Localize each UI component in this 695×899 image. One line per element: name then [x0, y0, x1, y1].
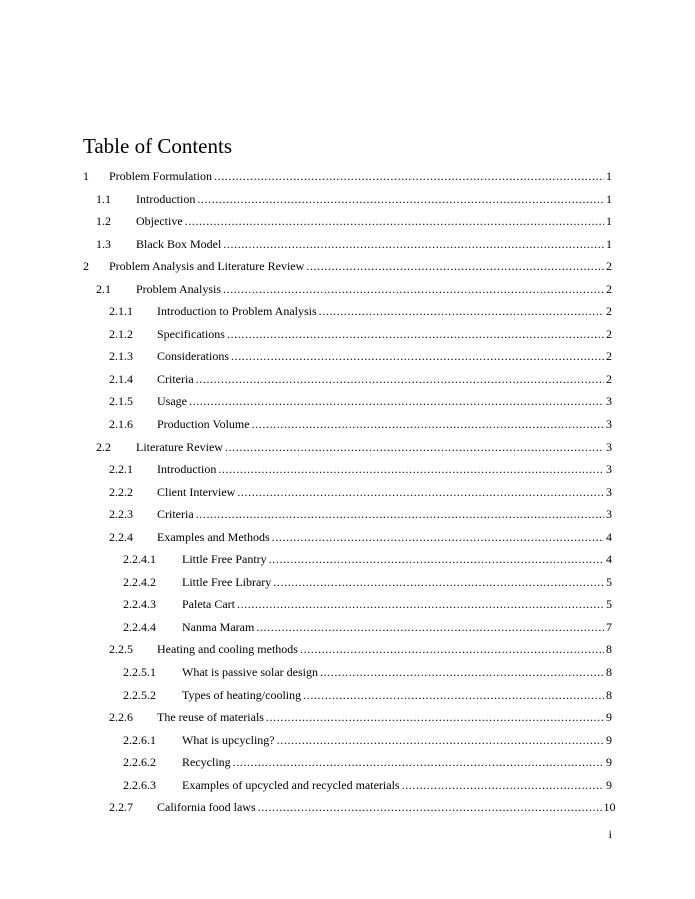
toc-entry — [0, 458, 695, 481]
toc-entry-link[interactable] — [182, 751, 612, 774]
toc-entry-link[interactable] — [157, 368, 612, 391]
toc-entry-link[interactable] — [182, 616, 612, 639]
toc-dot-leader — [320, 661, 604, 684]
toc-entry-link[interactable] — [136, 233, 612, 256]
toc-entry-number: 2.1.2 — [109, 326, 133, 341]
toc-dot-leader — [218, 458, 604, 481]
toc-entry-page: 9 — [606, 732, 612, 747]
toc-entry-link[interactable] — [136, 210, 612, 233]
toc-entry-page: 2 — [606, 326, 612, 341]
toc-entry-page: 1 — [606, 214, 612, 229]
toc-entry — [0, 503, 695, 526]
toc-entry-link[interactable] — [136, 278, 612, 301]
toc-entry-label: Nanma Maram — [182, 619, 255, 634]
toc-dot-leader — [272, 526, 604, 549]
toc-entry-number: 2.2 — [96, 439, 111, 454]
toc-dot-leader — [319, 300, 604, 323]
toc-dot-leader — [231, 345, 604, 368]
toc-entry-number: 2.1.5 — [109, 394, 133, 409]
toc-dot-leader — [214, 165, 604, 188]
toc-entry-label: Specifications — [157, 326, 225, 341]
toc-entry — [0, 684, 695, 707]
toc-entry-label: Examples and Methods — [157, 529, 270, 544]
toc-entry-page: 1 — [606, 236, 612, 251]
toc-list — [0, 165, 695, 819]
toc-entry — [0, 706, 695, 729]
toc-entry — [0, 278, 695, 301]
toc-entry-link[interactable] — [157, 503, 612, 526]
toc-entry-label: What is upcycling? — [182, 732, 275, 747]
toc-entry — [0, 593, 695, 616]
toc-entry — [0, 165, 695, 188]
toc-entry — [0, 526, 695, 549]
toc-entry-page: 4 — [606, 529, 612, 544]
toc-dot-leader — [225, 436, 604, 459]
toc-entry-number: 2.2.5 — [109, 642, 133, 657]
toc-dot-leader — [269, 548, 604, 571]
toc-entry — [0, 774, 695, 797]
toc-entry — [0, 436, 695, 459]
toc-entry-number: 2 — [83, 259, 89, 274]
toc-title: Table of Contents — [83, 134, 232, 158]
toc-entry-label: Objective — [136, 214, 183, 229]
toc-entry-page: 9 — [606, 710, 612, 725]
toc-entry — [0, 345, 695, 368]
toc-dot-leader — [223, 278, 604, 301]
toc-entry-number: 2.2.6.2 — [123, 755, 156, 770]
toc-dot-leader — [233, 751, 604, 774]
toc-entry — [0, 255, 695, 278]
toc-entry — [0, 413, 695, 436]
toc-entry — [0, 368, 695, 391]
toc-entry-number: 1.2 — [96, 214, 111, 229]
toc-entry — [0, 210, 695, 233]
toc-entry-page: 7 — [606, 619, 612, 634]
toc-entry-link[interactable] — [157, 526, 612, 549]
toc-entry-label: What is passive solar design — [182, 665, 318, 680]
toc-entry — [0, 616, 695, 639]
toc-entry-number: 2.2.4.2 — [123, 574, 156, 589]
toc-entry-page: 9 — [606, 777, 612, 792]
toc-entry-link[interactable] — [157, 345, 612, 368]
toc-entry-link[interactable] — [182, 548, 612, 571]
toc-entry — [0, 481, 695, 504]
toc-dot-leader — [237, 593, 604, 616]
toc-entry-number: 2.2.5.2 — [123, 687, 156, 702]
toc-entry-number: 2.2.4 — [109, 529, 133, 544]
toc-entry-link[interactable] — [157, 796, 616, 819]
toc-entry-number: 2.2.2 — [109, 484, 133, 499]
toc-entry-label: Types of heating/cooling — [182, 687, 302, 702]
toc-entry-link[interactable] — [182, 593, 612, 616]
toc-entry-link[interactable] — [157, 413, 612, 436]
toc-entry-page: 5 — [606, 597, 612, 612]
toc-entry-link[interactable] — [182, 661, 612, 684]
toc-dot-leader — [300, 638, 604, 661]
toc-entry-page: 10 — [603, 800, 616, 815]
toc-entry-number: 2.2.6.3 — [123, 777, 156, 792]
toc-entry-number: 2.1.6 — [109, 417, 133, 432]
toc-dot-leader — [266, 706, 604, 729]
toc-entry-number: 2.1.1 — [109, 304, 133, 319]
toc-entry-number: 2.2.6.1 — [123, 732, 156, 747]
toc-entry-page: 3 — [606, 507, 612, 522]
toc-entry-link[interactable] — [109, 255, 612, 278]
toc-entry-page: 3 — [606, 462, 612, 477]
toc-entry-label: Introduction — [157, 462, 217, 477]
toc-dot-leader — [258, 796, 602, 819]
toc-entry-label: Usage — [157, 394, 187, 409]
toc-entry-number: 2.1 — [96, 281, 111, 296]
page-number: i — [608, 827, 612, 841]
toc-entry-link[interactable] — [182, 571, 612, 594]
toc-entry-number: 1 — [83, 169, 89, 183]
toc-entry-number: 2.2.4.4 — [123, 619, 156, 634]
toc-entry-link[interactable] — [157, 458, 612, 481]
toc-entry-page: 2 — [606, 371, 612, 386]
toc-entry — [0, 571, 695, 594]
toc-entry-number: 2.2.1 — [109, 462, 133, 477]
toc-entry-label: Literature Review — [136, 439, 223, 454]
toc-entry-label: Problem Formulation — [109, 169, 212, 183]
toc-entry-number: 1.1 — [96, 191, 111, 206]
toc-dot-leader — [227, 323, 604, 346]
toc-entry — [0, 661, 695, 684]
toc-entry-link[interactable] — [157, 300, 612, 323]
toc-entry-link[interactable] — [182, 729, 612, 752]
toc-dot-leader — [223, 233, 604, 256]
toc-entry-number: 2.1.3 — [109, 349, 133, 364]
toc-entry-page: 1 — [606, 191, 612, 206]
toc-entry — [0, 638, 695, 661]
toc-entry-link[interactable] — [157, 481, 612, 504]
toc-entry-page: 4 — [606, 552, 612, 567]
toc-dot-leader — [303, 684, 604, 707]
toc-entry-label: Criteria — [157, 371, 194, 386]
toc-entry-label: Introduction to Problem Analysis — [157, 304, 317, 319]
toc-entry — [0, 390, 695, 413]
toc-entry-link[interactable] — [109, 165, 612, 188]
toc-entry-link[interactable] — [157, 638, 612, 661]
toc-entry-link[interactable] — [182, 774, 612, 797]
toc-entry — [0, 188, 695, 211]
toc-entry-label: The reuse of materials — [157, 710, 264, 725]
toc-dot-leader — [185, 210, 604, 233]
toc-entry-label: Client Interview — [157, 484, 236, 499]
toc-dot-leader — [277, 729, 604, 752]
toc-entry-link[interactable] — [157, 390, 612, 413]
toc-entry-page: 2 — [606, 349, 612, 364]
toc-entry-page: 8 — [606, 642, 612, 657]
toc-dot-leader — [252, 413, 604, 436]
toc-entry — [0, 300, 695, 323]
toc-entry — [0, 796, 695, 819]
toc-entry-label: Criteria — [157, 507, 194, 522]
toc-entry-label: Black Box Model — [136, 236, 222, 251]
toc-entry-page: 3 — [606, 439, 612, 454]
toc-dot-leader — [197, 188, 604, 211]
toc-entry-number: 2.2.3 — [109, 507, 133, 522]
toc-entry-page: 3 — [606, 394, 612, 409]
toc-entry-page: 2 — [606, 304, 612, 319]
toc-entry-link[interactable] — [157, 706, 612, 729]
toc-entry-number: 1.3 — [96, 236, 111, 251]
toc-dot-leader — [256, 616, 604, 639]
toc-entry-page: 2 — [606, 281, 612, 296]
toc-entry-label: Problem Analysis — [136, 281, 222, 296]
toc-entry-number: 2.2.5.1 — [123, 665, 156, 680]
toc-dot-leader — [306, 255, 604, 278]
toc-entry-page: 5 — [606, 574, 612, 589]
toc-entry — [0, 729, 695, 752]
toc-entry-label: Examples of upcycled and recycled materials — [182, 777, 400, 792]
toc-entry-link[interactable] — [136, 436, 612, 459]
toc-entry-page: 2 — [606, 259, 612, 274]
toc-entry-page: 9 — [606, 755, 612, 770]
toc-entry-label: Considerations — [157, 349, 229, 364]
toc-entry-label: Recycling — [182, 755, 231, 770]
toc-entry-page: 8 — [606, 687, 612, 702]
toc-entry-page: 8 — [606, 665, 612, 680]
toc-entry-page: 3 — [606, 417, 612, 432]
toc-dot-leader — [237, 481, 604, 504]
toc-dot-leader — [402, 774, 604, 797]
toc-dot-leader — [196, 368, 604, 391]
toc-entry-label: Paleta Cart — [182, 597, 235, 612]
toc-dot-leader — [273, 571, 604, 594]
toc-entry-link[interactable] — [136, 188, 612, 211]
toc-entry-page: 3 — [606, 484, 612, 499]
toc-entry-number: 2.2.4.1 — [123, 552, 156, 567]
toc-entry-label: Introduction — [136, 191, 196, 206]
toc-entry-number: 2.2.4.3 — [123, 597, 156, 612]
toc-entry — [0, 233, 695, 256]
toc-entry-page: 1 — [606, 169, 612, 183]
toc-entry — [0, 751, 695, 774]
toc-entry-label: Little Free Pantry — [182, 552, 267, 567]
toc-entry-label: Little Free Library — [182, 574, 272, 589]
toc-entry — [0, 323, 695, 346]
toc-entry — [0, 548, 695, 571]
toc-entry-link[interactable] — [157, 323, 612, 346]
toc-entry-label: Heating and cooling methods — [157, 642, 298, 657]
toc-entry-label: Problem Analysis and Literature Review — [109, 259, 305, 274]
toc-entry-number: 2.2.7 — [109, 800, 133, 815]
toc-entry-number: 2.1.4 — [109, 371, 133, 386]
toc-entry-label: Production Volume — [157, 417, 250, 432]
toc-dot-leader — [196, 503, 604, 526]
toc-dot-leader — [189, 390, 604, 413]
toc-entry-link[interactable] — [182, 684, 612, 707]
toc-entry-number: 2.2.6 — [109, 710, 133, 725]
toc-entry-label: California food laws — [157, 800, 256, 815]
